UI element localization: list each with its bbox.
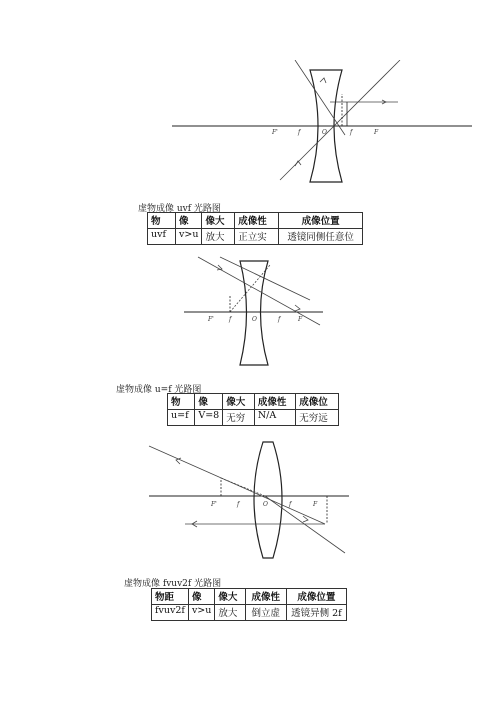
table-cell: N/A — [254, 410, 295, 426]
imaging-table — [147, 212, 363, 245]
table-header-row — [148, 213, 363, 229]
diagram-uvf — [170, 60, 475, 190]
ray-arrowhead — [176, 458, 181, 464]
table-cell: 倒立虚 — [245, 605, 286, 621]
table-header-cell: 像大 — [202, 213, 235, 229]
table-header-cell: 成像性 — [235, 213, 279, 229]
imaging-table — [151, 588, 347, 621]
incident-ray — [149, 446, 325, 524]
table-header-cell: 像大 — [223, 394, 255, 410]
table-header-cell: 像大 — [215, 589, 245, 605]
table-cell: 无穷 — [223, 410, 255, 426]
table-cell: u=f — [168, 410, 195, 426]
table-cell: uvf — [148, 229, 176, 245]
extension-ray — [221, 478, 265, 496]
table-header-cell: 物 — [168, 394, 195, 410]
axis-label: F' — [272, 129, 278, 136]
table-cell: 放大 — [215, 605, 245, 621]
axis-label: f — [229, 316, 232, 323]
incident-ray — [295, 60, 345, 135]
table-header-cell: 成像位置 — [279, 213, 363, 229]
table-row — [168, 410, 339, 426]
ray-arrowhead — [295, 305, 300, 311]
table-cell: v>u — [176, 229, 202, 245]
ray-arrowhead — [320, 78, 326, 83]
axis-label: f — [298, 129, 301, 136]
diagram-u-equals-f — [180, 255, 325, 370]
incident-ray — [198, 257, 320, 325]
caption: 虚物成像 fvuv2f 光路图 — [124, 579, 222, 589]
table-cell: V=8 — [195, 410, 223, 426]
concave-lens — [240, 261, 268, 365]
axis-label: f — [350, 129, 353, 136]
axis-label: F' — [208, 316, 214, 323]
extension-ray — [230, 265, 270, 312]
table-cell: v>u — [188, 605, 214, 621]
axis-label: F — [313, 501, 318, 508]
ray-arrowhead — [303, 516, 308, 522]
axis-label: F — [374, 129, 379, 136]
table-cell: 透镜异侧 2f — [286, 605, 346, 621]
table-cell: 正立实 — [235, 229, 279, 245]
table-cell: fvuv2f — [152, 605, 189, 621]
axis-label: F — [298, 316, 303, 323]
axis-label: f — [289, 501, 292, 508]
table-header-cell: 成像位置 — [286, 589, 346, 605]
ray-arrowhead — [295, 161, 301, 166]
table-header-row — [152, 589, 347, 605]
axis-label: O — [322, 129, 327, 136]
table-header-cell: 物距 — [152, 589, 189, 605]
incident-ray — [220, 257, 310, 300]
table-header-cell: 像 — [195, 394, 223, 410]
table-row — [148, 229, 363, 245]
table-cell: 放大 — [202, 229, 235, 245]
convex-lens — [254, 442, 282, 558]
caption: 虚物成像 u=f 光路图 — [116, 385, 202, 395]
table-header-cell: 成像性 — [245, 589, 286, 605]
axis-label: O — [263, 501, 268, 508]
table-cell: 无穷远 — [296, 410, 339, 426]
table-header-cell: 物 — [148, 213, 176, 229]
ray-arrowhead — [217, 265, 222, 270]
table-cell: 透镜同侧任意位 — [279, 229, 363, 245]
imaging-table — [167, 393, 339, 426]
table-row — [152, 605, 347, 621]
table-header-cell: 像 — [188, 589, 214, 605]
axis-label: f — [237, 501, 240, 508]
axis-label: O — [252, 316, 257, 323]
diagram-fvuv2f — [145, 438, 355, 563]
table-header-cell: 像 — [176, 213, 202, 229]
caption: 虚物成像 uvf 光路图 — [138, 204, 221, 214]
table-header-cell: 成像性 — [254, 394, 295, 410]
table-header-cell: 成像位 — [296, 394, 339, 410]
axis-label: F' — [211, 501, 217, 508]
table-header-row — [168, 394, 339, 410]
axis-label: f — [278, 316, 281, 323]
